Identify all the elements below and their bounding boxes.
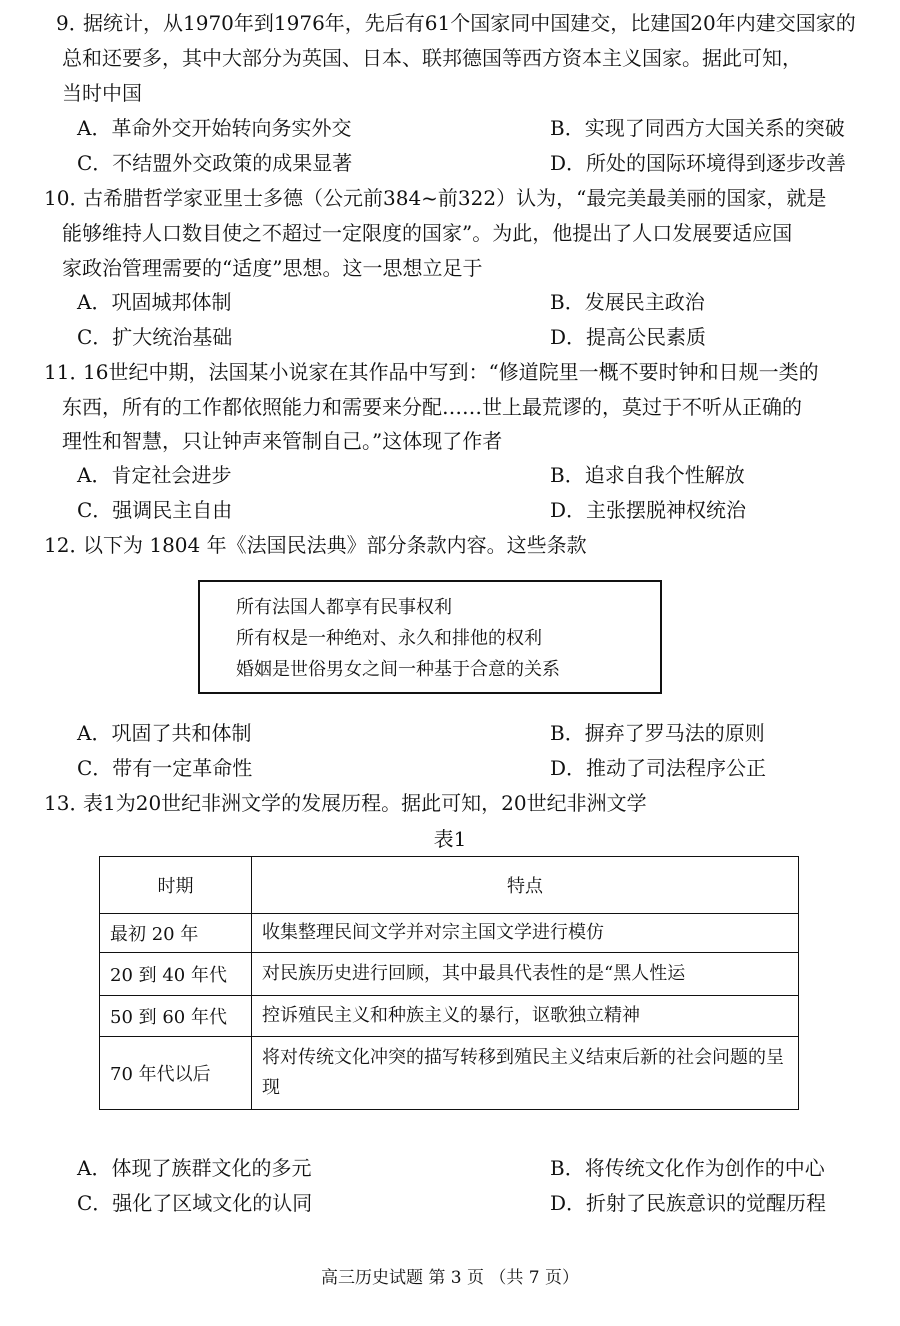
- option-c: C．不结盟外交政策的成果显著: [77, 151, 353, 175]
- question-stem-line: 表1为20世纪非洲文学的发展历程。据此可知，20世纪非洲文学: [83, 791, 647, 815]
- option-b: B．摒弃了罗马法的原则: [550, 721, 765, 745]
- option-a: A．巩固了共和体制: [77, 721, 252, 745]
- question-number: 13．: [44, 791, 90, 815]
- question-stem-line: 当时中国: [62, 81, 142, 105]
- option-a: A．肯定社会进步: [77, 463, 232, 487]
- table-row: [100, 1037, 799, 1110]
- table-row: [100, 953, 799, 996]
- question-stem-line: 东西，所有的工作都依照能力和需要来分配……世上最荒谬的，莫过于不听从正确的: [62, 395, 802, 419]
- option-b: B．实现了同西方大国关系的突破: [550, 116, 845, 140]
- question-stem-line: 以下为 1804 年《法国民法典》部分条款内容。这些条款: [83, 533, 587, 557]
- literature-table: [99, 856, 799, 1110]
- option-d: D．所处的国际环境得到逐步改善: [550, 151, 847, 175]
- option-d: D．推动了司法程序公正: [550, 756, 767, 780]
- option-d: D．折射了民族意识的觉醒历程: [550, 1191, 827, 1215]
- table-header-period: 时期: [100, 857, 252, 914]
- option-c: C．强调民主自由: [77, 498, 233, 522]
- option-b: B．发展民主政治: [550, 290, 705, 314]
- page-footer: 高三历史试题 第 3 页 （共 7 页）: [320, 1268, 580, 1288]
- option-b: B．追求自我个性解放: [550, 463, 745, 487]
- quote-line: 所有法国人都享有民事权利: [236, 597, 452, 618]
- question-number: 12．: [44, 533, 90, 557]
- question-stem-line: 理性和智慧，只让钟声来管制自己。”这体现了作者: [62, 429, 503, 453]
- option-a: A．体现了族群文化的多元: [77, 1156, 312, 1180]
- option-d: D．提高公民素质: [550, 325, 707, 349]
- option-b: B．将传统文化作为创作的中心: [550, 1156, 825, 1180]
- table-row: [100, 996, 799, 1037]
- question-stem-line: 总和还要多，其中大部分为英国、日本、联邦德国等西方资本主义国家。据此可知，: [62, 46, 802, 70]
- option-a: A．巩固城邦体制: [77, 290, 232, 314]
- table-cell-feature: 将对传统文化冲突的描写转移到殖民主义结束后新的社会问题的呈现: [252, 1037, 799, 1110]
- question-stem-line: 16世纪中期，法国某小说家在其作品中写到：“修道院里一概不要时钟和日规一类的: [83, 360, 819, 384]
- option-c: C．带有一定革命性: [77, 756, 253, 780]
- table-cell-feature: 收集整理民间文学并对宗主国文学进行模仿: [252, 914, 799, 953]
- quote-line: 婚姻是世俗男女之间一种基于合意的关系: [236, 659, 560, 680]
- option-c: C．强化了区域文化的认同: [77, 1191, 313, 1215]
- table-cell-period: 20 到 40 年代: [100, 953, 252, 996]
- table-cell-period: 最初 20 年: [100, 914, 252, 953]
- table-cell-feature: 控诉殖民主义和种族主义的暴行，讴歌独立精神: [252, 996, 799, 1037]
- table-header-row: [100, 857, 799, 914]
- table-cell-period: 50 到 60 年代: [100, 996, 252, 1037]
- table-cell-period: 70 年代以后: [100, 1037, 252, 1110]
- table-cell-feature: 对民族历史进行回顾，其中最具代表性的是“黑人性运: [252, 953, 799, 996]
- question-number: 11．: [44, 360, 90, 384]
- quote-line: 所有权是一种绝对、永久和排他的权利: [236, 628, 542, 649]
- question-stem-line: 古希腊哲学家亚里士多德（公元前384~前322）认为，“最完美最美丽的国家，就是: [83, 186, 827, 210]
- table-row: [100, 914, 799, 953]
- table-caption: 表1: [433, 827, 467, 851]
- option-a: A．革命外交开始转向务实外交: [77, 116, 352, 140]
- question-stem-line: 家政治管理需要的“适度”思想。这一思想立足于: [62, 256, 483, 280]
- question-stem-line: 能够维持人口数目使之不超过一定限度的国家”。为此，他提出了人口发展要适应国: [62, 221, 793, 245]
- option-c: C．扩大统治基础: [77, 325, 233, 349]
- quote-box: [198, 580, 662, 694]
- table-header-feature: 特点: [252, 857, 799, 914]
- question-number: 10．: [44, 186, 90, 210]
- option-d: D．主张摆脱神权统治: [550, 498, 747, 522]
- question-stem-line: 据统计，从1970年到1976年，先后有61个国家同中国建交，比建国20年内建交国家的: [83, 11, 856, 35]
- question-number: 9．: [56, 11, 89, 35]
